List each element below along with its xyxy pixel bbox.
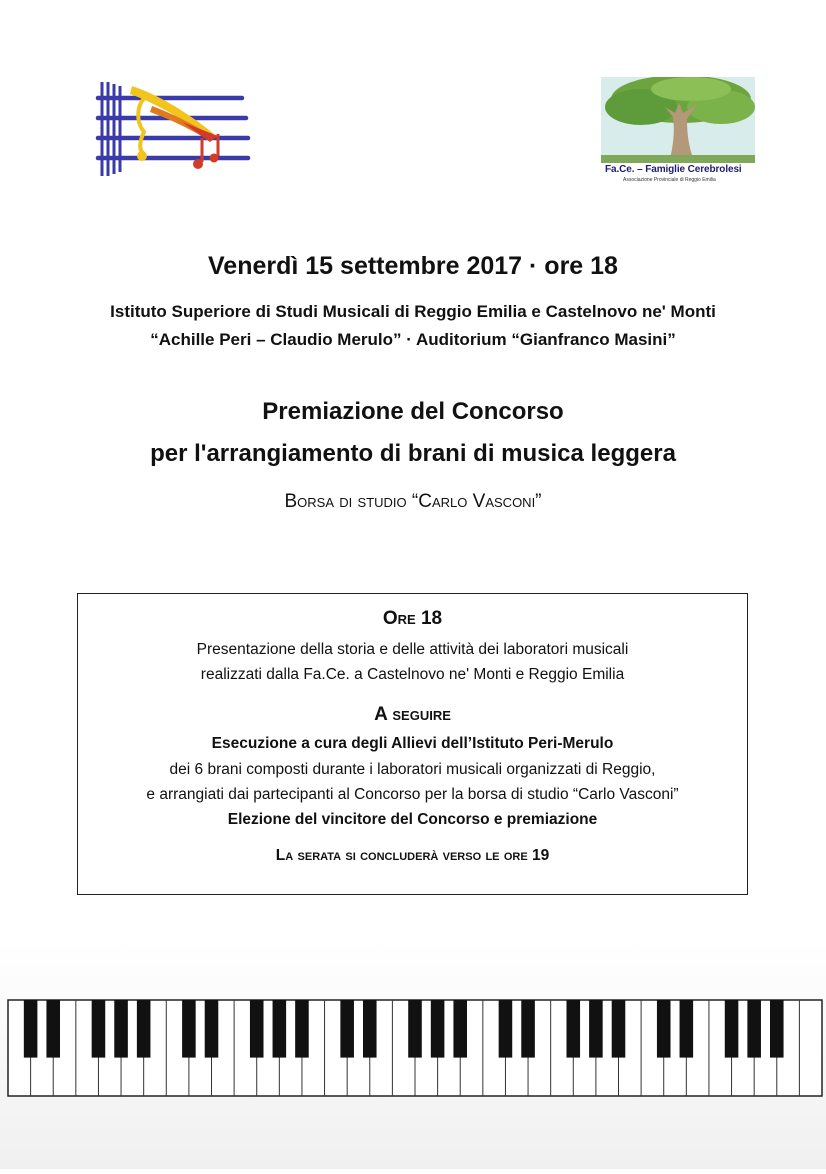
program-award-line: Elezione del vincitore del Concorso e premiazione [227,811,598,828]
piano-keyboard-icon [0,940,826,1169]
program-pieces-line2: e arrangiati dai partecipanti al Concorso per la borsa di studio “Carlo Vasconi” [146,786,679,803]
piano-black-key [657,1000,671,1058]
program-time-heading: Ore 18 [382,608,443,629]
event-title-line1: Premiazione del Concorso [262,398,564,425]
piano-black-key [273,1000,287,1058]
piano-black-key [340,1000,354,1058]
scholarship-name: Borsa di studio “Carlo Vasconi” [284,491,542,512]
piano-black-key [114,1000,128,1058]
piano-black-key [250,1000,264,1058]
piano-black-key [431,1000,445,1058]
piano-black-key [408,1000,422,1058]
piano-black-key [295,1000,309,1058]
program-performance-line: Esecuzione a cura degli Allievi dell’Istituto Peri-Merulo [211,735,614,752]
piano-black-key [612,1000,626,1058]
piano-black-key [680,1000,694,1058]
program-presentation-line2: realizzati dalla Fa.Ce. a Castelnovo ne' Monti e Reggio Emilia [200,666,625,683]
event-title-line2: per l'arrangiamento di brani di musica leggera [150,440,676,467]
piano-black-key [363,1000,377,1058]
venue-auditorium: “Achille Peri – Claudio Merulo” · Auditorium “Gianfranco Masini” [150,330,676,349]
piano-black-key [46,1000,60,1058]
piano-black-key [205,1000,219,1058]
piano-black-key [499,1000,513,1058]
piano-black-key [566,1000,580,1058]
piano-black-key [24,1000,38,1058]
piano-black-key [747,1000,761,1058]
program-box [77,593,748,895]
music-staff-comet-logo [92,76,252,184]
program-closing-line: La serata si concluderà verso le ore 19 [275,847,550,864]
program-presentation-line1: Presentazione della storia e delle attività dei laboratori musicali [196,641,629,658]
venue-institute: Istituto Superiore di Studi Musicali di Reggio Emilia e Castelnovo ne' Monti [110,302,716,321]
piano-black-key [725,1000,739,1058]
event-date: Venerdì 15 settembre 2017 · ore 18 [208,252,618,280]
piano-black-key [137,1000,151,1058]
piano-black-key [521,1000,535,1058]
face-logo [601,77,755,184]
piano-black-key [589,1000,603,1058]
piano-black-key [453,1000,467,1058]
piano-black-key [182,1000,196,1058]
program-pieces-line1: dei 6 brani composti durante i laboratori musicali organizzati di Reggio, [169,761,656,778]
organization-subtitle: Associazione Provinciale di Reggio Emilia [623,177,716,183]
organization-name: Fa.Ce. – Famiglie Cerebrolesi [605,164,742,175]
program-following-heading: A seguire [374,704,451,725]
piano-black-key [770,1000,784,1058]
tree-logo [601,77,755,163]
piano-black-key [92,1000,106,1058]
